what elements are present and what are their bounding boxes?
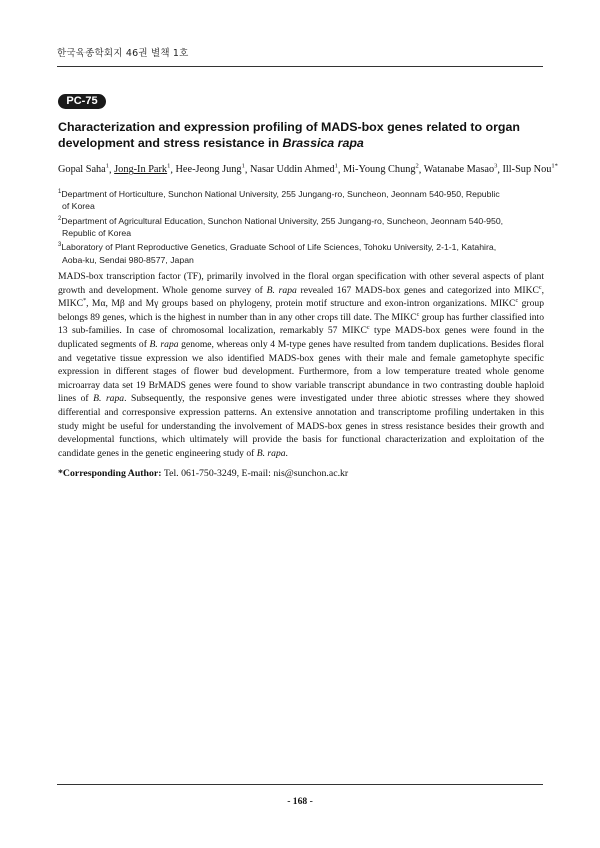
abstract-paragraph: MADS-box transcription factor (TF), primarily involved in the floral organ specification with other several aspects of plant growth and development. Whole genome survey of B. rapa revealed 167 MADS-box genes and categorized into MIKC$^c$, MIKC*, Mα, Mβ and Mγ groups based on phylogeny, protein motif structure and exon-intron organizations. MIKC$^c$ group belongs 89 genes, which is the highest in number than in any other crops till date. The MIKC$^c$ group has further classified into 13 sub-families. In case of chromosomal localization, remarkably 57 MIKC$^c$ type MADS-box genes were found in the duplicated segments of B. rapa genome, whereas only 4 M-type genes have resulted from tandem duplications. Besides floral and vegetative tissue expression we also identified MADS-box genes with their male and female gametophyte specific expression in different stages of flower bud development. Furthermore, from a low temperature treated whole genome microarray data set 19 BrMADS genes were found to show variable transcript abundance in two contrasting double haploid lines of B. rapa. Subsequently, the responsive genes were investigated under three abiotic stresses where they showed differential and corresponsive expression patterns. An extensive annotation and transcriptome profiling undertaken in this study might be useful for understanding the involvement of MADS-box genes in stress resistance besides their growth and developmental functions, which ultimately will provide the basis for functional characterization and exploitation of the candidate genes in the genetic engineering study of B. rapa. xyxy=(58,271,545,459)
page-number: - 168 - xyxy=(287,796,313,807)
author: Mi-Young Chung$^2$ xyxy=(343,163,419,176)
header-rule xyxy=(57,66,543,67)
affiliation: $^1$Department of Horticulture, Sunchon National University, 255 Jungang-ro, Suncheon, Jeonnam 540-950, Republic of Korea xyxy=(58,188,500,212)
paper-title xyxy=(58,119,548,151)
author: Nasar Uddin Ahmed$^1$ xyxy=(249,163,338,176)
author: Watanabe Masao$^3$ xyxy=(423,163,498,176)
author: Hee-Jeong Jung$^1$ xyxy=(175,163,245,176)
affiliation: $^3$Laboratory of Plant Reproductive Genetics, Graduate School of Life Sciences, Tohoku University, 2-1-1, Katahira, Aoba-ku, Sendai 980-8577, Japan xyxy=(58,242,497,265)
title-text: Characterization and expression profiling of MADS-box genes related to organ development and stress resistance in xyxy=(58,120,520,150)
corresponding-author xyxy=(58,467,348,480)
abstract-body xyxy=(58,270,544,460)
title-species: Brassica rapa xyxy=(282,136,364,150)
affiliation-list xyxy=(58,186,546,266)
abstract-id-badge: PC-75 xyxy=(58,94,106,109)
journal-header: 한국육종학회지 46권 별책 1호 xyxy=(57,48,189,59)
author-list: Gopal Saha$^1$, Jong-In Park$^1$, Hee-Jeong Jung$^1$, Nasar Uddin Ahmed$^1$, Mi-Young Chung$^2$, Watanabe Masao$^3$, Ill-Sup Nou$^{1*}$ xyxy=(58,163,558,176)
author: Gopal Saha$^1$ xyxy=(58,163,110,176)
author: Ill-Sup Nou$^{1*}$ xyxy=(502,163,558,176)
footer-rule xyxy=(57,784,543,785)
affiliation: $^2$Department of Agricultural Education, Sunchon National University, 255 Jungang-ro, Suncheon, Jeonnam 540-950, Republic of Korea xyxy=(58,215,504,238)
corresponding-contact: Tel. 061-750-3249, E-mail: nis@sunchon.ac.kr xyxy=(163,468,349,479)
corresponding-label: *Corresponding Author: xyxy=(58,468,162,479)
author: Jong-In Park$^1$ xyxy=(114,163,171,176)
